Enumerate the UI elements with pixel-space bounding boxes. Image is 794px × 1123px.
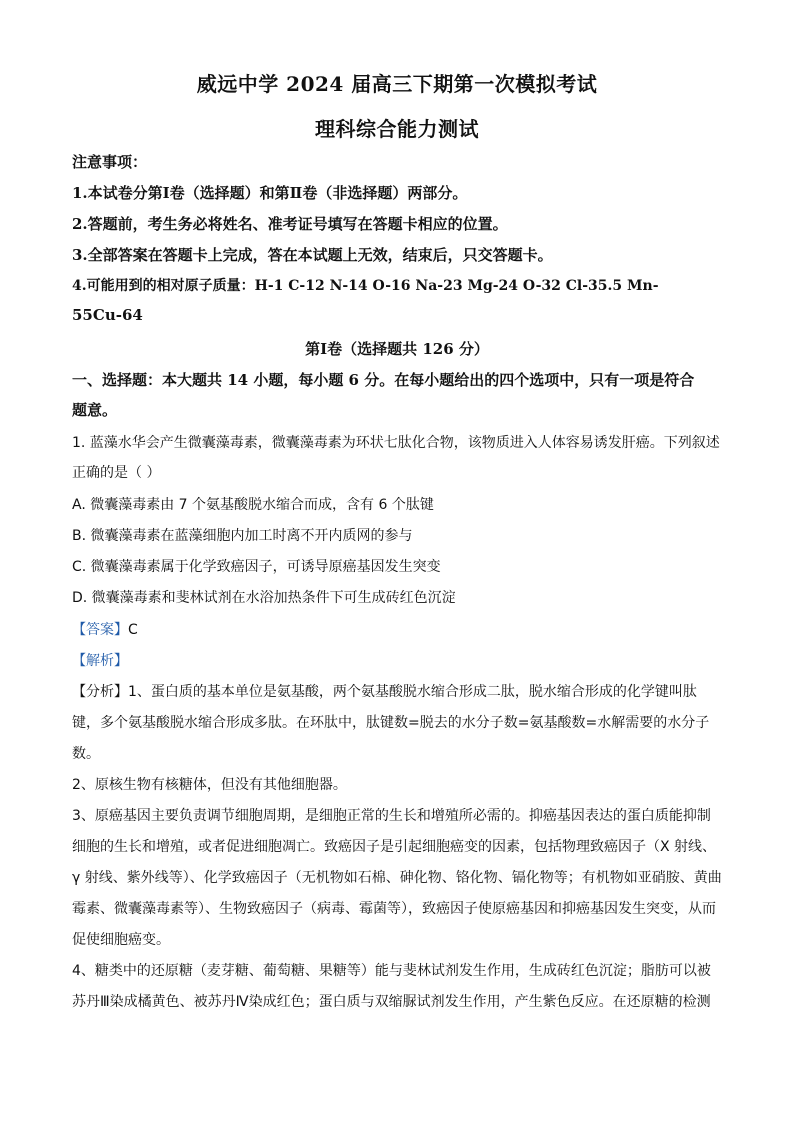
notice-item-2: 2.答题前，考生务必将姓名、准考证号填写在答题卡相应的位置。 xyxy=(72,215,508,233)
question-1-stem-cont: 正确的是（ ） xyxy=(72,465,161,481)
answer-label: 【答案】 xyxy=(72,622,128,638)
analysis-label: 【解析】 xyxy=(72,653,128,669)
exam-title: 威远中学 2024 届高三下期第一次模拟考试 xyxy=(196,72,598,96)
analysis-line: 霉素、微囊藻毒素等）、生物致癌因子（病毒、霉菌等），致癌因子使原癌基因和抑癌基因发生突变，从而 xyxy=(72,901,716,917)
section-instructions-cont: 题意。 xyxy=(72,401,118,419)
analysis-line: 促使细胞癌变。 xyxy=(72,932,170,948)
option-c: C. 微囊藻毒素属于化学致癌因子，可诱导原癌基因发生突变 xyxy=(72,559,441,575)
notice-heading: 注意事项： xyxy=(72,153,148,171)
analysis-line: 数。 xyxy=(72,746,100,762)
analysis-line: 细胞的生长和增殖，或者促进细胞凋亡。致癌因子是引起细胞癌变的因素，包括物理致癌因子（X 射线、 xyxy=(72,839,717,855)
question-1-stem: 1. 蓝藻水华会产生微囊藻毒素，微囊藻毒素为环状七肽化合物，该物质进入人体容易诱发肝癌。下列叙述 xyxy=(72,435,720,451)
analysis-line: 键，多个氨基酸脱水缩合形成多肽。在环肽中，肽键数=脱去的水分子数=氨基酸数=水解需要的水分子 xyxy=(72,715,710,731)
exam-subtitle: 理科综合能力测试 xyxy=(315,117,479,141)
section-instructions: 一、选择题：本大题共 14 小题，每小题 6 分。在每小题给出的四个选项中，只有一项是符合 xyxy=(72,371,695,389)
notice-item-4-cont: 55Cu-64 xyxy=(72,306,143,324)
option-a: A. 微囊藻毒素由 7 个氨基酸脱水缩合而成，含有 6 个肽键 xyxy=(72,497,434,513)
analysis-line: γ 射线、紫外线等）、化学致癌因子（无机物如石棉、砷化物、铬化物、镉化物等；有机物如亚硝胺、黄曲 xyxy=(72,870,722,886)
notice-item-4: 4.可能用到的相对原子质量：H-1 C-12 N-14 O-16 Na-23 Mg-24 O-32 Cl-35.5 Mn- xyxy=(72,278,659,294)
answer-value: C xyxy=(128,622,138,638)
section-title: 第Ⅰ卷（选择题共 126 分） xyxy=(305,340,489,358)
option-b: B. 微囊藻毒素在蓝藻细胞内加工时离不开内质网的参与 xyxy=(72,528,413,544)
analysis-line: 苏丹Ⅲ染成橘黄色、被苏丹Ⅳ染成红色；蛋白质与双缩脲试剂发生作用，产生紫色反应。在还原糖的检测 xyxy=(72,994,711,1010)
analysis-line: 3、原癌基因主要负责调节细胞周期，是细胞正常的生长和增殖所必需的。抑癌基因表达的蛋白质能抑制 xyxy=(72,808,711,824)
analysis-line: 【分析】1、蛋白质的基本单位是氨基酸，两个氨基酸脱水缩合形成二肽，脱水缩合形成的化学键叫肽 xyxy=(72,684,697,700)
analysis-line: 4、糖类中的还原糖（麦芽糖、葡萄糖、果糖等）能与斐林试剂发生作用，生成砖红色沉淀；脂肪可以被 xyxy=(72,963,711,979)
notice-item-1: 1.本试卷分第Ⅰ卷（选择题）和第Ⅱ卷（非选择题）两部分。 xyxy=(72,184,468,202)
analysis-line: 2、原核生物有核糖体，但没有其他细胞器。 xyxy=(72,777,347,793)
notice-item-3: 3.全部答案在答题卡上完成，答在本试题上无效，结束后，只交答题卡。 xyxy=(72,246,553,264)
option-d: D. 微囊藻毒素和斐林试剂在水浴加热条件下可生成砖红色沉淀 xyxy=(72,590,456,606)
answer-line xyxy=(72,619,138,639)
